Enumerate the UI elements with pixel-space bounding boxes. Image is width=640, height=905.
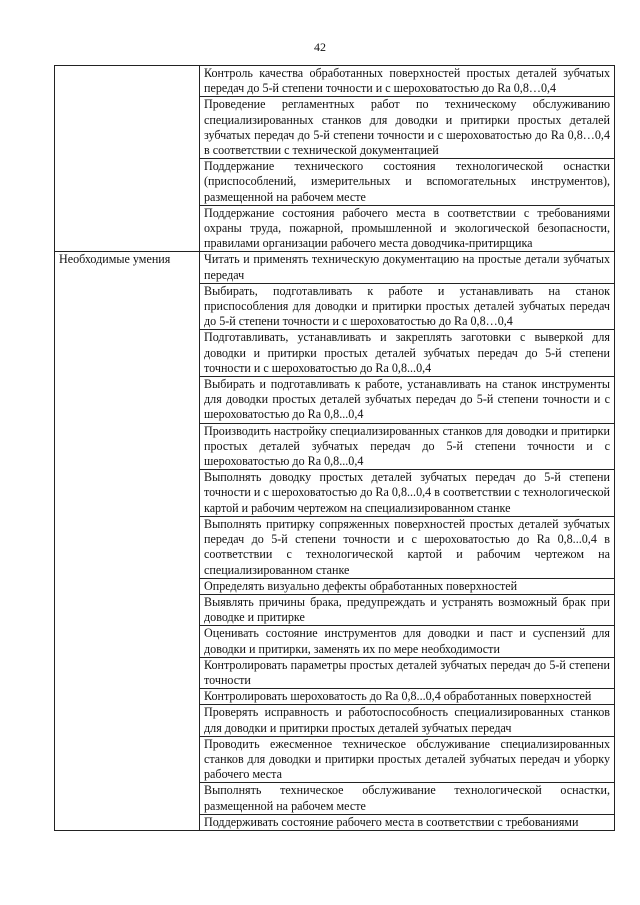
skill-cell: Выявлять причины брака, предупреждать и устранять возможный брак при доводке и притирке (200, 594, 615, 625)
skill-cell: Определять визуально дефекты обработанных поверхностей (200, 578, 615, 594)
skill-cell: Поддерживать состояние рабочего места в соответствии с требованиями (200, 814, 615, 830)
labor-action-cell: Поддержание технического состояния технологической оснастки (приспособлений, измерительных и вспомогательных инструментов), размещенной на рабочем месте (200, 159, 615, 206)
table-row (55, 66, 615, 97)
skill-cell: Проверять исправность и работоспособность специализированных станков для доводки и притирки простых деталей зубчатых передач (200, 705, 615, 736)
skill-cell: Подготавливать, устанавливать и закреплять заготовки с выверкой для доводки и притирки простых деталей зубчатых передач до 5-й степени точности и с шероховатостью до Ra 0,8...0,4 (200, 330, 615, 377)
skill-cell: Проводить ежесменное техническое обслуживание специализированных станков для доводки и притирки простых деталей зубчатых передач и уборку рабочего места (200, 736, 615, 783)
required-skills-label: Необходимые умения (55, 252, 200, 831)
skill-cell: Контролировать параметры простых деталей зубчатых передач до 5-й степени точности (200, 657, 615, 688)
table-row (55, 252, 615, 283)
labor-action-cell: Поддержание состояния рабочего места в соответствии с требованиями охраны труда, пожарной, промышленной и экологической безопасности, правилами организации рабочего места доводчика-притирщика (200, 205, 615, 252)
skill-cell: Производить настройку специализированных станков для доводки и притирки простых деталей зубчатых передач до 5-й степени точности и с шероховатостью до Ra 0,8...0,4 (200, 423, 615, 470)
page-number: 42 (314, 40, 326, 54)
skill-cell: Контролировать шероховатость до Ra 0,8...0,4 обработанных поверхностей (200, 689, 615, 705)
skill-cell: Оценивать состояние инструментов для доводки и паст и суспензий для доводки и притирки, заменять их по мере необходимости (200, 626, 615, 657)
row-label-cell (55, 66, 200, 252)
labor-action-cell: Проведение регламентных работ по техническому обслуживанию специализированных станков для доводки и притирки простых деталей зубчатых передач до 5-й степени точности и с шероховатостью до Ra 0,8…0,4 в соответствии с технической документацией (200, 97, 615, 159)
skill-cell: Читать и применять техническую документацию на простые детали зубчатых передач (200, 252, 615, 283)
skill-cell: Выбирать и подготавливать к работе, устанавливать на станок инструменты для доводки простых деталей зубчатых передач до 5-й степени точности и с шероховатостью до Ra 0,8...0,4 (200, 377, 615, 424)
skill-cell: Выбирать, подготавливать к работе и устанавливать на станок приспособления для доводки и притирки простых деталей зубчатых передач до 5-й степени точности и с шероховатостью до Ra 0,8…0,4 (200, 283, 615, 330)
labor-action-cell: Контроль качества обработанных поверхностей простых деталей зубчатых передач до 5-й степени точности и с шероховатостью до Ra 0,8…0,4 (200, 66, 615, 97)
skill-cell: Выполнять притирку сопряженных поверхностей простых деталей зубчатых передач до 5-й степени точности и с шероховатостью до Ra 0,8...0,4 в соответствии с технологической картой и рабочим чертежом на специализированном станке (200, 516, 615, 578)
skill-cell: Выполнять техническое обслуживание технологической оснастки, размещенной на рабочем месте (200, 783, 615, 814)
competency-table (54, 65, 615, 831)
skill-cell: Выполнять доводку простых деталей зубчатых передач до 5-й степени точности и с шероховатостью до Ra 0,8...0,4 в соответствии с технологической картой и рабочим чертежом на специализированном станке (200, 470, 615, 517)
